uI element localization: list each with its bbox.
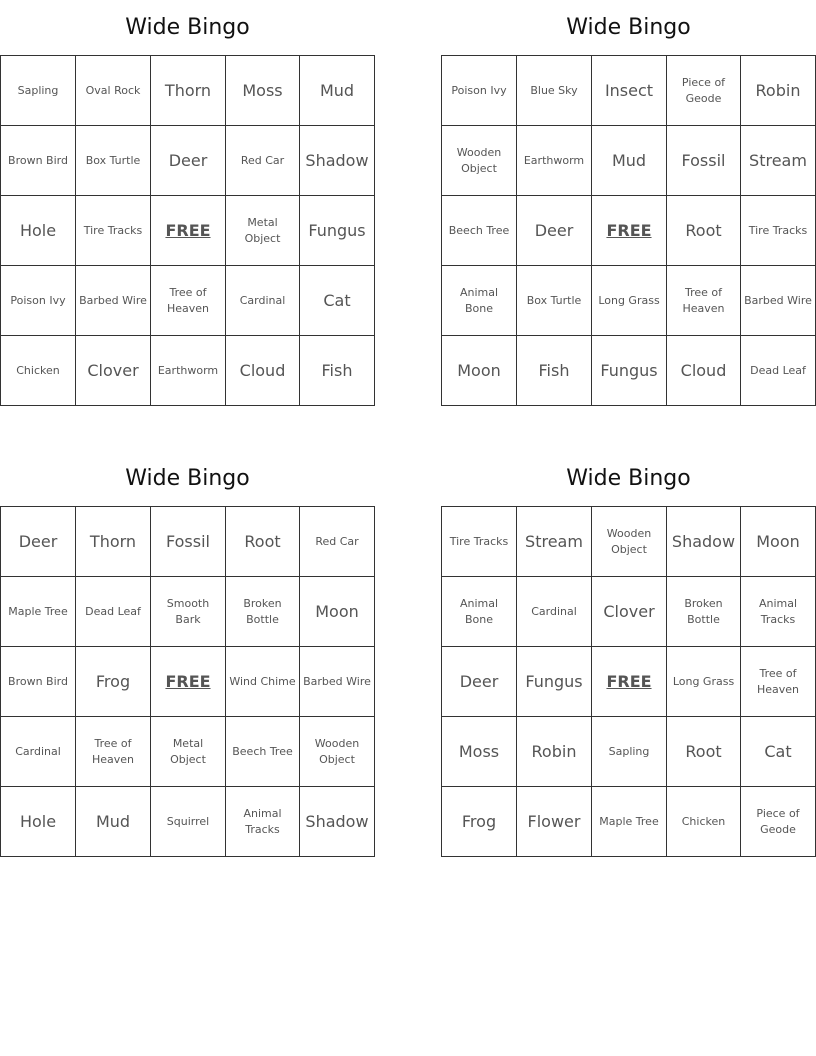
bingo-cell[interactable]: Moss xyxy=(442,717,517,787)
bingo-cell[interactable]: Chicken xyxy=(667,787,741,857)
bingo-cell[interactable]: Deer xyxy=(517,196,592,266)
bingo-cell[interactable]: Frog xyxy=(442,787,517,857)
bingo-cell[interactable]: Cardinal xyxy=(517,577,592,647)
bingo-cell[interactable]: Chicken xyxy=(1,336,76,406)
card-title: Wide Bingo xyxy=(566,15,691,40)
bingo-cell[interactable]: Root xyxy=(667,196,741,266)
card-title: Wide Bingo xyxy=(566,466,691,491)
bingo-cell[interactable]: Sapling xyxy=(1,56,76,126)
bingo-cell[interactable]: Robin xyxy=(741,56,816,126)
bingo-cell[interactable]: Animal Tracks xyxy=(741,577,816,647)
bingo-cell[interactable]: Shadow xyxy=(300,787,375,857)
bingo-cell[interactable]: Animal Bone xyxy=(442,266,517,336)
bingo-cell[interactable]: Metal Object xyxy=(226,196,300,266)
bingo-cell[interactable]: Broken Bottle xyxy=(226,577,300,647)
bingo-cell[interactable]: Blue Sky xyxy=(517,56,592,126)
bingo-cell[interactable]: Barbed Wire xyxy=(300,647,375,717)
bingo-cell[interactable]: Cat xyxy=(300,266,375,336)
bingo-cell[interactable]: Cloud xyxy=(667,336,741,406)
bingo-cell[interactable]: Hole xyxy=(1,787,76,857)
bingo-cell[interactable]: Stream xyxy=(741,126,816,196)
bingo-cell[interactable]: Deer xyxy=(1,507,76,577)
bingo-cell[interactable]: Clover xyxy=(76,336,151,406)
bingo-cell[interactable]: Animal Bone xyxy=(442,577,517,647)
free-space-cell[interactable]: FREE xyxy=(592,196,667,266)
bingo-cell[interactable]: Insect xyxy=(592,56,667,126)
bingo-cell[interactable]: Wooden Object xyxy=(442,126,517,196)
bingo-cell[interactable]: Metal Object xyxy=(151,717,226,787)
bingo-cell[interactable]: Barbed Wire xyxy=(741,266,816,336)
bingo-cell[interactable]: Fossil xyxy=(667,126,741,196)
bingo-grid xyxy=(441,55,816,406)
bingo-cell[interactable]: Moss xyxy=(226,56,300,126)
bingo-cell[interactable]: Animal Tracks xyxy=(226,787,300,857)
bingo-cell[interactable]: Long Grass xyxy=(592,266,667,336)
bingo-cell[interactable]: Clover xyxy=(592,577,667,647)
bingo-cell[interactable]: Root xyxy=(226,507,300,577)
bingo-cell[interactable]: Root xyxy=(667,717,741,787)
bingo-cell[interactable]: Robin xyxy=(517,717,592,787)
bingo-cell[interactable]: Squirrel xyxy=(151,787,226,857)
bingo-cell[interactable]: Shadow xyxy=(667,507,741,577)
bingo-cell[interactable]: Moon xyxy=(741,507,816,577)
bingo-grid xyxy=(441,506,816,857)
bingo-cell[interactable]: Box Turtle xyxy=(76,126,151,196)
bingo-cell[interactable]: Earthworm xyxy=(151,336,226,406)
bingo-cell[interactable]: Poison Ivy xyxy=(442,56,517,126)
bingo-cell[interactable]: Long Grass xyxy=(667,647,741,717)
bingo-cell[interactable]: Maple Tree xyxy=(1,577,76,647)
bingo-cell[interactable]: Fish xyxy=(300,336,375,406)
bingo-cell[interactable]: Beech Tree xyxy=(442,196,517,266)
bingo-cell[interactable]: Mud xyxy=(592,126,667,196)
bingo-cell[interactable]: Broken Bottle xyxy=(667,577,741,647)
free-space-cell[interactable]: FREE xyxy=(151,647,226,717)
bingo-cell[interactable]: Poison Ivy xyxy=(1,266,76,336)
bingo-cell[interactable]: Maple Tree xyxy=(592,787,667,857)
bingo-cell[interactable]: Piece of Geode xyxy=(667,56,741,126)
bingo-cell[interactable]: Red Car xyxy=(226,126,300,196)
bingo-cell[interactable]: Brown Bird xyxy=(1,126,76,196)
bingo-cell[interactable]: Deer xyxy=(151,126,226,196)
bingo-cell[interactable]: Earthworm xyxy=(517,126,592,196)
bingo-cell[interactable]: Fungus xyxy=(592,336,667,406)
bingo-cell[interactable]: Tire Tracks xyxy=(741,196,816,266)
bingo-cell[interactable]: Deer xyxy=(442,647,517,717)
free-space-cell[interactable]: FREE xyxy=(151,196,226,266)
bingo-cell[interactable]: Moon xyxy=(300,577,375,647)
bingo-cell[interactable]: Fungus xyxy=(300,196,375,266)
bingo-cell[interactable]: Tree of Heaven xyxy=(741,647,816,717)
bingo-cell[interactable]: Piece of Geode xyxy=(741,787,816,857)
bingo-cell[interactable]: Tree of Heaven xyxy=(76,717,151,787)
bingo-cell[interactable]: Flower xyxy=(517,787,592,857)
bingo-cell[interactable]: Moon xyxy=(442,336,517,406)
bingo-cell[interactable]: Hole xyxy=(1,196,76,266)
bingo-cell[interactable]: Tire Tracks xyxy=(76,196,151,266)
card-title: Wide Bingo xyxy=(125,466,250,491)
bingo-cell[interactable]: Smooth Bark xyxy=(151,577,226,647)
bingo-cell[interactable]: Fossil xyxy=(151,507,226,577)
bingo-cell[interactable]: Dead Leaf xyxy=(76,577,151,647)
bingo-cell[interactable]: Mud xyxy=(300,56,375,126)
bingo-cell[interactable]: Stream xyxy=(517,507,592,577)
bingo-cell[interactable]: Cardinal xyxy=(1,717,76,787)
bingo-cell[interactable]: Tree of Heaven xyxy=(151,266,226,336)
bingo-cell[interactable]: Barbed Wire xyxy=(76,266,151,336)
bingo-cell[interactable]: Thorn xyxy=(151,56,226,126)
bingo-cell[interactable]: Thorn xyxy=(76,507,151,577)
bingo-cell[interactable]: Mud xyxy=(76,787,151,857)
bingo-cell[interactable]: Beech Tree xyxy=(226,717,300,787)
bingo-cell[interactable]: Wooden Object xyxy=(300,717,375,787)
bingo-cell[interactable]: Red Car xyxy=(300,507,375,577)
bingo-cell[interactable]: Wooden Object xyxy=(592,507,667,577)
bingo-cell[interactable]: Frog xyxy=(76,647,151,717)
bingo-cell[interactable]: Cat xyxy=(741,717,816,787)
bingo-grid xyxy=(0,55,375,406)
card-title: Wide Bingo xyxy=(125,15,250,40)
bingo-cell[interactable]: Box Turtle xyxy=(517,266,592,336)
bingo-cell[interactable]: Tree of Heaven xyxy=(667,266,741,336)
bingo-cell[interactable]: Tire Tracks xyxy=(442,507,517,577)
bingo-grid xyxy=(0,506,375,857)
bingo-cell[interactable]: Cardinal xyxy=(226,266,300,336)
bingo-cell[interactable]: Oval Rock xyxy=(76,56,151,126)
bingo-cell[interactable]: Shadow xyxy=(300,126,375,196)
bingo-cell[interactable]: Sapling xyxy=(592,717,667,787)
free-space-cell[interactable]: FREE xyxy=(592,647,667,717)
bingo-cell[interactable]: Wind Chime xyxy=(226,647,300,717)
bingo-cell[interactable]: Fungus xyxy=(517,647,592,717)
bingo-cell[interactable]: Cloud xyxy=(226,336,300,406)
bingo-cell[interactable]: Brown Bird xyxy=(1,647,76,717)
bingo-cell[interactable]: Fish xyxy=(517,336,592,406)
bingo-cell[interactable]: Dead Leaf xyxy=(741,336,816,406)
